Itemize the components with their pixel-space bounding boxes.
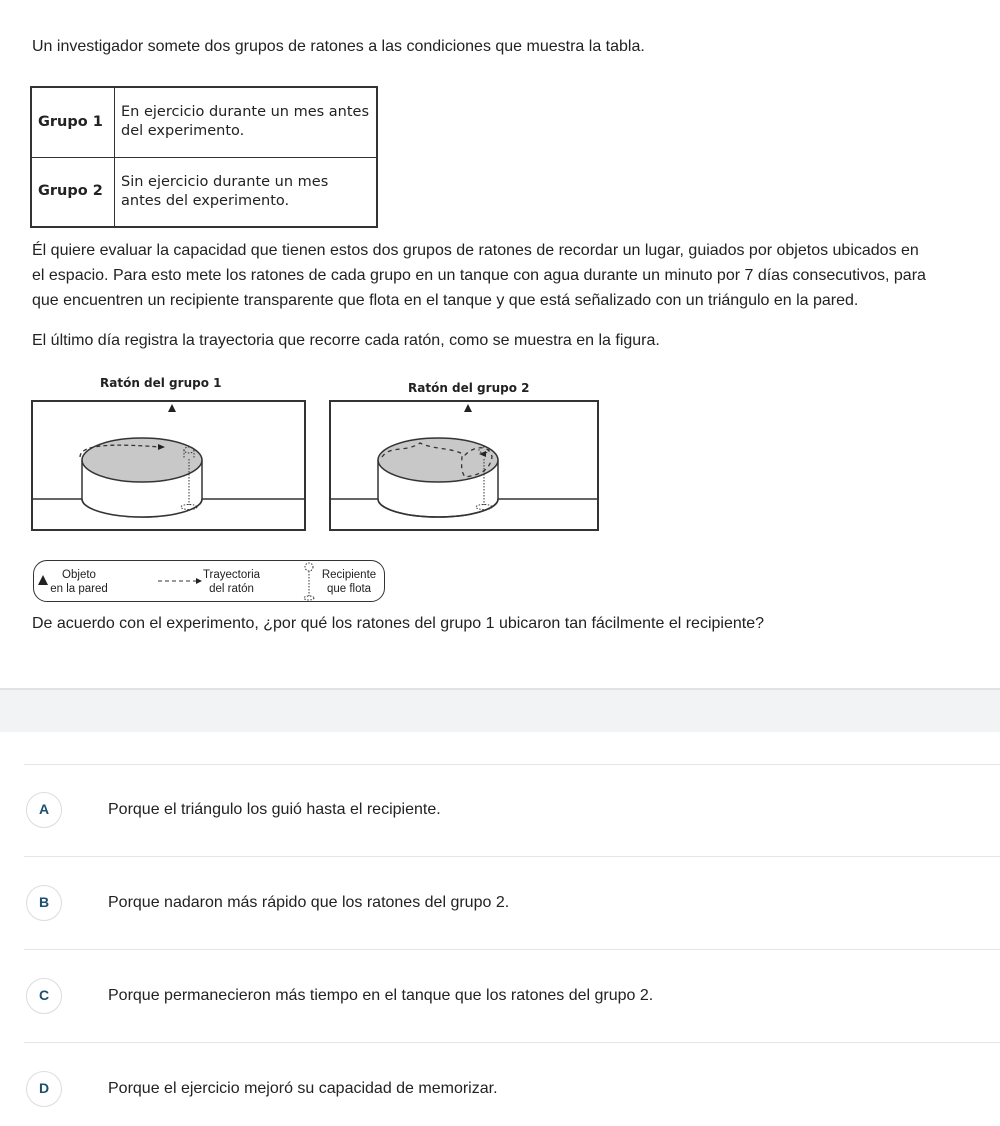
option-text[interactable]: Porque el triángulo los guió hasta el recipiente. — [108, 801, 441, 818]
legend-container: Recipiente que flota — [321, 569, 377, 595]
option-letter[interactable]: D — [26, 1071, 62, 1107]
divider — [24, 1042, 1000, 1043]
floating-container-icon — [302, 561, 316, 601]
figure-title-group1: Ratón del grupo 1 — [100, 376, 222, 390]
divider — [24, 949, 1000, 950]
divider-band — [0, 688, 1000, 732]
paragraph-2: El último día registra la trayectoria que recorre cada ratón, como se muestra en la figura. — [32, 332, 660, 349]
legend-trajectory: Trayectoria del ratón — [202, 569, 261, 595]
option-text[interactable]: Porque nadaron más rápido que los ratones del grupo 2. — [108, 894, 510, 911]
legend-object: Objeto en la pared — [50, 569, 108, 595]
option-text[interactable]: Porque el ejercicio mejoró su capacidad de memorizar. — [108, 1080, 498, 1097]
figure-legend — [33, 560, 385, 602]
groups-table — [30, 86, 378, 228]
option-letter[interactable]: B — [26, 885, 62, 921]
question-text: De acuerdo con el experimento, ¿por qué los ratones del grupo 1 ubicaron tan fácilmente el recipiente? — [32, 615, 764, 632]
option-letter[interactable]: C — [26, 978, 62, 1014]
divider — [24, 856, 1000, 857]
intro-text: Un investigador somete dos grupos de ratones a las condiciones que muestra la tabla. — [32, 38, 645, 55]
paragraph-1: Él quiere evaluar la capacidad que tienen estos dos grupos de ratones de recordar un lugar, guiados por objetos ubicados en el espacio. Para esto mete los ratones de cada grupo en un tanque con agua durante un minuto por 7 días consecutivos, para que encuentren un recipiente transparente que flota en el tanque y que está señalizado con un triángulo en la pared. — [32, 242, 926, 309]
group-label: Grupo 1 — [31, 87, 115, 157]
group-desc: En ejercicio durante un mes antes del experimento. — [115, 87, 378, 157]
group-desc: Sin ejercicio durante un mes antes del experimento. — [115, 157, 378, 227]
tank-figure-group2 — [330, 401, 598, 530]
table-row — [31, 157, 377, 227]
option-text[interactable]: Porque permanecieron más tiempo en el tanque que los ratones del grupo 2. — [108, 987, 654, 1004]
group-label: Grupo 2 — [31, 157, 115, 227]
tank-figures — [0, 395, 620, 540]
divider — [24, 764, 1000, 765]
tank-figure-group1 — [32, 401, 305, 530]
option-letter[interactable]: A — [26, 792, 62, 828]
figure-title-group2: Ratón del grupo 2 — [408, 381, 530, 395]
table-row — [31, 87, 377, 157]
